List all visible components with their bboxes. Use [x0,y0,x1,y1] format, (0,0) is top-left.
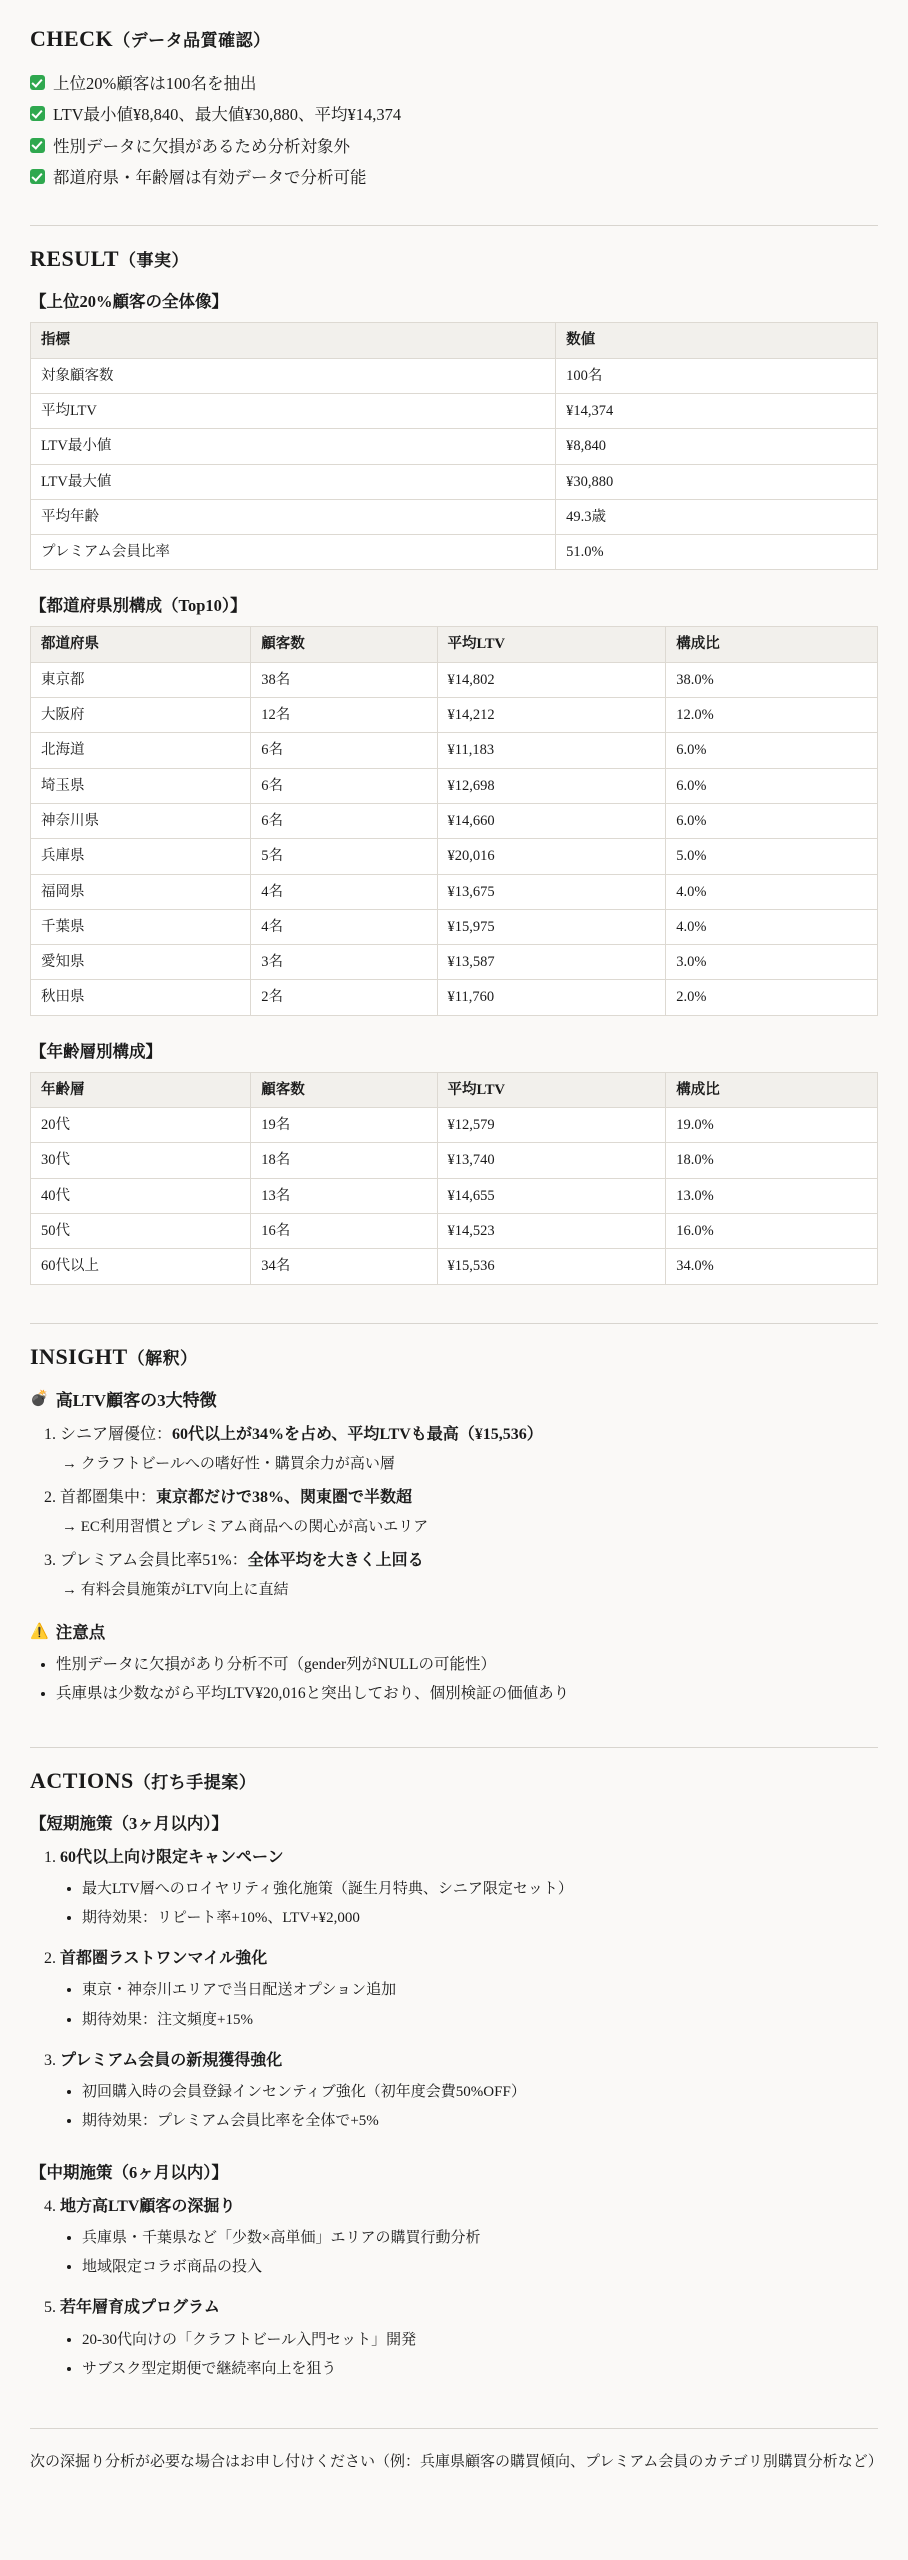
cell: ¥14,802 [437,662,666,697]
result-section [30,246,878,1308]
feature-highlight: 東京都だけで38%、関東圏で半数超 [156,1488,413,1506]
table-row [31,874,878,909]
action-sub-item: • 期待効果：注文頻度+15% [82,2006,878,2035]
cell: 30代 [31,1143,251,1178]
mid-term-list [30,2193,878,2384]
table-row [31,1213,878,1248]
cell: 16.0% [666,1213,878,1248]
table-row [31,980,878,1015]
table-row [31,358,878,393]
cell: 34.0% [666,1249,878,1284]
cell: ¥14,655 [437,1178,666,1213]
features-heading [30,1386,878,1411]
cell: 3名 [251,945,437,980]
check-item-label: LTV最小値¥8,840、最大値¥30,880、平均¥14,374 [53,105,402,125]
cell: 2.0% [666,980,878,1015]
cell: 6名 [251,768,437,803]
cell: ¥20,016 [437,839,666,874]
cell: ¥13,675 [437,874,666,909]
cell: 福岡県 [31,874,251,909]
overview-heading: 【上位20%顧客の全体像】 [30,292,228,312]
table-row [31,662,878,697]
table-row [31,1178,878,1213]
action-item [60,1945,878,2035]
column-header: 顧客数 [251,1072,437,1107]
check-title-jp: （データ品質確認） [113,31,271,50]
feature-prefix: 首都圏集中： [60,1488,157,1506]
insight-section [30,1344,878,1733]
cell: 6名 [251,733,437,768]
cell: 6.0% [666,803,878,838]
check-section [30,26,878,211]
action-label: プレミアム会員の新規獲得強化 [60,2051,283,2069]
table-row [31,1108,878,1143]
cell: 60代以上 [31,1249,251,1284]
action-sub-item: • サブスク型定期便で継続率向上を狙う [82,2355,878,2384]
check-item-label: 性別データに欠損があるため分析対象外 [53,136,350,156]
agegroup-heading: 【年齢層別構成】 [30,1041,162,1061]
actions-title-jp: （打ち手提案） [133,1772,257,1792]
warning-item: • 兵庫県は少数ながら平均LTV¥20,016と突出しており、個別検証の価値あり [56,1680,878,1709]
action-sub-item: • 東京・神奈川エリアで当日配送オプション追加 [82,1976,878,2005]
cell: ¥11,183 [437,733,666,768]
cell: 埼玉県 [31,768,251,803]
cell: ¥14,374 [556,393,878,428]
warning-heading [30,1619,878,1643]
action-sub-list [60,2224,878,2283]
cell: 兵庫県 [31,839,251,874]
cell: ¥14,660 [437,803,666,838]
check-mark-icon [30,169,45,184]
cell: ¥14,212 [437,698,666,733]
cell: 平均LTV [31,393,556,428]
table-row [31,535,878,570]
warning-item: • 性別データに欠損があり分析不可（gender列がNULLの可能性） [56,1651,878,1680]
cell: 4.0% [666,909,878,944]
action-sub-list [60,2326,878,2385]
insight-title [30,1344,878,1370]
mid-term-heading: 【中期施策（6ヶ月以内）】 [30,2162,228,2182]
cell: 2名 [251,980,437,1015]
cell: 100名 [556,358,878,393]
cell: 対象顧客数 [31,358,556,393]
action-sub-list [60,1875,878,1934]
action-sub-item: • 初回購入時の会員登録インセンティブ強化（初年度会費50%OFF） [82,2078,878,2107]
cell: 5.0% [666,839,878,874]
cell: 38.0% [666,662,878,697]
divider [30,225,878,226]
action-item [60,2193,878,2283]
cell: 20代 [31,1108,251,1143]
warning-list [30,1651,878,1708]
feature-highlight: 全体平均を大きく上回る [247,1552,424,1569]
agegroup-table [30,1072,878,1285]
action-label: 地方高LTV顧客の深掘り [60,2197,236,2215]
cell: LTV最小値 [31,429,556,464]
cell: 千葉県 [31,909,251,944]
cell: ¥8,840 [556,429,878,464]
table-row [31,698,878,733]
column-header: 都道府県 [31,627,251,662]
cell: 49.3歳 [556,499,878,534]
bomb-icon: 💣 [30,1389,49,1407]
action-label: 若年層育成プログラム [60,2299,220,2317]
column-header: 年齢層 [31,1072,251,1107]
short-term-list [30,1844,878,2137]
check-title [30,26,878,52]
cell: 12名 [251,698,437,733]
cell: 18名 [251,1143,437,1178]
cell: 4.0% [666,874,878,909]
table-header-row [31,1072,878,1107]
check-list [30,68,878,193]
action-sub-item: • 期待効果：プレミアム会員比率を全体で+5% [82,2107,878,2136]
feature-prefix: プレミアム会員比率51%： [60,1552,248,1569]
table-header-row [31,627,878,662]
cell: ¥12,579 [437,1108,666,1143]
cell: ¥11,760 [437,980,666,1015]
action-label: 首都圏ラストワンマイル強化 [60,1950,268,1968]
action-item [60,2047,878,2137]
cell: ¥30,880 [556,464,878,499]
feature-item [60,1484,878,1540]
column-header: 平均LTV [437,627,666,662]
feature-prefix: シニア層優位： [60,1425,173,1443]
check-mark-icon [30,75,45,90]
insight-title-jp: （解釈） [127,1348,198,1368]
action-sub-item: • 最大LTV層へのロイヤリティ強化施策（誕生月特典、シニア限定セット） [82,1875,878,1904]
cell: 東京都 [31,662,251,697]
feature-sub: → クラフトビールへの嗜好性・購買余力が高い層 [62,1455,395,1472]
check-mark-icon [30,106,45,121]
cell: 12.0% [666,698,878,733]
cell: ¥15,536 [437,1249,666,1284]
check-title-en: CHECK [30,26,114,51]
cell: 18.0% [666,1143,878,1178]
action-label: 60代以上向け限定キャンペーン [60,1848,284,1866]
table-row [31,945,878,980]
cell: 4名 [251,874,437,909]
actions-title [30,1768,878,1794]
insight-title-en: INSIGHT [30,1343,128,1369]
cell: 34名 [251,1249,437,1284]
action-sub-list [60,2078,878,2137]
column-header: 指標 [31,323,556,358]
column-header: 数値 [556,323,878,358]
cell: プレミアム会員比率 [31,535,556,570]
check-item-label: 都道府県・年齢層は有効データで分析可能 [53,168,367,188]
features-heading-label: 高LTV顧客の3大特徴 [55,1390,217,1410]
check-item-label: 上位20%顧客は100名を抽出 [53,74,257,93]
divider [30,1747,878,1748]
cell: 大阪府 [31,698,251,733]
action-sub-item: • 地域限定コラボ商品の投入 [82,2253,878,2282]
action-sub-item: • 20-30代向けの「クラフトビール入門セット」開発 [82,2326,878,2355]
action-sub-item: • 兵庫県・千葉県など「少数×高単価」エリアの購買行動分析 [82,2224,878,2253]
action-item [60,1844,878,1934]
cell: 50代 [31,1213,251,1248]
cell: 3.0% [666,945,878,980]
action-sub-list [60,1976,878,2035]
cell: 13.0% [666,1178,878,1213]
feature-sub: → 有料会員施策がLTV向上に直結 [62,1582,289,1598]
overview-table [30,322,878,570]
check-item [30,99,878,130]
result-title [30,246,878,272]
cell: 40代 [31,1178,251,1213]
cell: ¥13,587 [437,945,666,980]
short-term-heading: 【短期施策（3ヶ月以内）】 [30,1813,228,1833]
cell: 北海道 [31,733,251,768]
table-row [31,499,878,534]
cell: 16名 [251,1213,437,1248]
check-mark-icon [30,138,45,153]
cell: 6名 [251,803,437,838]
cell: 愛知県 [31,945,251,980]
action-sub-item: • 期待効果：リピート率+10%、LTV+¥2,000 [82,1904,878,1933]
cell: 38名 [251,662,437,697]
cell: 平均年齢 [31,499,556,534]
prefecture-heading: 【都道府県別構成（Top10）】 [30,596,247,616]
action-item [60,2294,878,2384]
table-row [31,909,878,944]
footer-note: 次の深掘り分析が必要な場合はお申し付けください（例：兵庫県顧客の購買傾向、プレミアム会員のカテゴリ別購買分析など） [30,2454,883,2471]
table-row [31,1143,878,1178]
cell: 6.0% [666,733,878,768]
table-row [31,393,878,428]
check-item [30,68,878,99]
cell: LTV最大値 [31,464,556,499]
column-header: 顧客数 [251,627,437,662]
prefecture-table [30,626,878,1015]
cell: 神奈川県 [31,803,251,838]
cell: ¥12,698 [437,768,666,803]
cell: 6.0% [666,768,878,803]
cell: 19.0% [666,1108,878,1143]
column-header: 構成比 [666,627,878,662]
divider [30,1323,878,1324]
table-row [31,768,878,803]
cell: 5名 [251,839,437,874]
actions-section [30,1768,878,2414]
cell: ¥14,523 [437,1213,666,1248]
column-header: 平均LTV [437,1072,666,1107]
features-list [30,1421,878,1604]
cell: ¥15,975 [437,909,666,944]
column-header: 構成比 [666,1072,878,1107]
cell: 4名 [251,909,437,944]
cell: 19名 [251,1108,437,1143]
table-row [31,803,878,838]
check-item [30,131,878,162]
cell: 51.0% [556,535,878,570]
divider [30,2428,878,2429]
table-row [31,429,878,464]
warning-icon: ⚠️ [30,1622,49,1641]
table-row [31,464,878,499]
warning-heading-label: 注意点 [55,1623,106,1643]
result-title-jp: （事実） [119,251,190,271]
table-row [31,839,878,874]
feature-highlight: 60代以上が34%を占め、平均LTVも最高（¥15,536） [172,1425,543,1443]
cell: 13名 [251,1178,437,1213]
cell: 秋田県 [31,980,251,1015]
check-item [30,162,878,193]
table-row [31,1249,878,1284]
actions-title-en: ACTIONS [30,1767,134,1793]
cell: ¥13,740 [437,1143,666,1178]
feature-item [60,1421,878,1477]
table-header-row [31,323,878,358]
table-row [31,733,878,768]
feature-item [60,1547,878,1603]
feature-sub: → EC利用習慣とプレミアム商品への関心が高いエリア [62,1518,429,1535]
result-title-en: RESULT [30,246,120,272]
